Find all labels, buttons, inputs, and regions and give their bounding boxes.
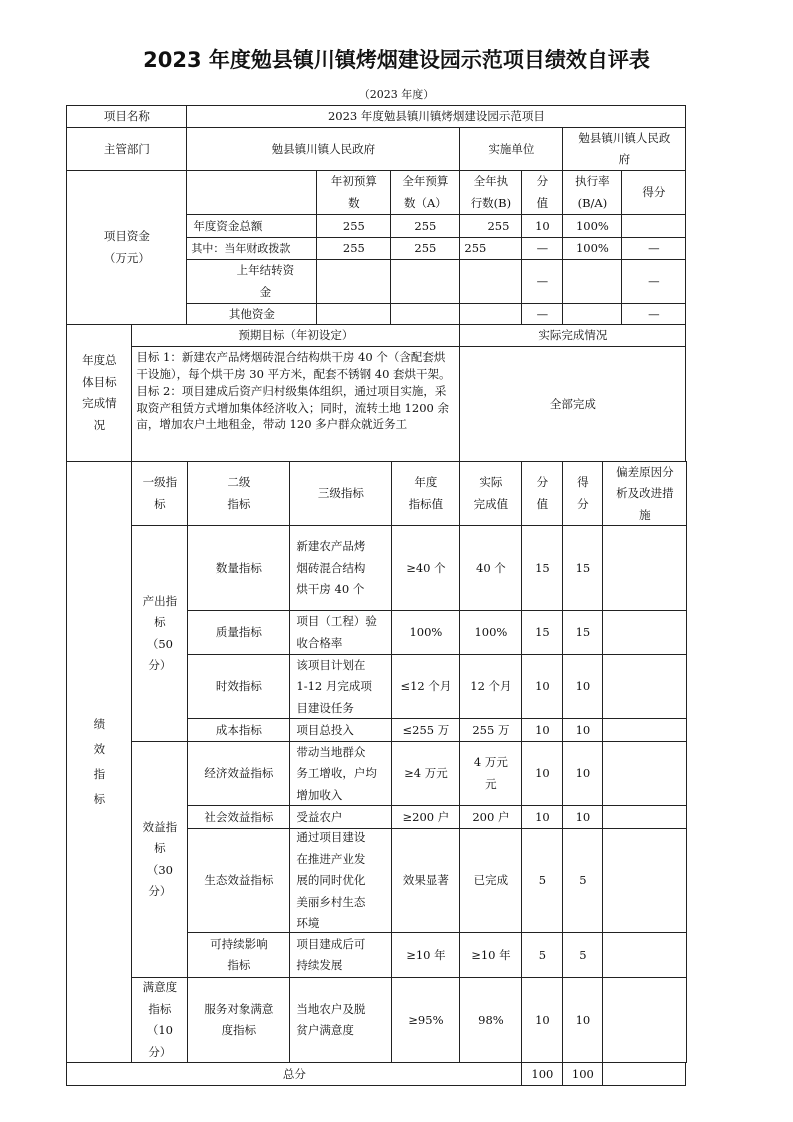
total-score: 100: [562, 1062, 603, 1086]
funds-row-initial: 255: [316, 214, 391, 238]
funds-row-name: 其他资金: [186, 303, 317, 325]
group-name: 效益指 标 （30 分）: [131, 741, 188, 978]
indicator-score: 10: [562, 654, 603, 719]
header-weight: 分 值: [521, 461, 563, 526]
indicator-level3: 受益农户: [289, 805, 392, 829]
header-level2: 二级 指标: [187, 461, 290, 526]
indicator-note: [602, 718, 687, 742]
header-target: 年度 指标值: [391, 461, 460, 526]
funds-row-annual: [390, 259, 460, 304]
indicator-level3: 该项目计划在 1-12 月完成项 目建设任务: [289, 654, 392, 719]
funds-row-rate: 100%: [562, 214, 622, 238]
indicator-note: [602, 828, 687, 933]
funds-row-score: —: [621, 237, 686, 260]
funds-row-rate: [562, 303, 622, 325]
indicator-target: ≥4 万元: [391, 741, 460, 806]
total-note: [602, 1062, 686, 1086]
indicator-actual: 已完成: [459, 828, 522, 933]
indicator-note: [602, 610, 687, 655]
header-score: 得 分: [562, 461, 603, 526]
indicator-level2: 成本指标: [187, 718, 290, 742]
project-name-label: 项目名称: [66, 105, 187, 128]
indicator-level2: 生态效益指标: [187, 828, 290, 933]
indicator-actual: 98%: [459, 977, 522, 1063]
indicator-actual: 100%: [459, 610, 522, 655]
indicator-target: ≥10 年: [391, 932, 460, 978]
indicator-score: 15: [562, 610, 603, 655]
indicator-target: ≥200 户: [391, 805, 460, 829]
goals-label: 年度总 体目标 完成情 况: [66, 324, 132, 462]
indicator-level3: 项目建成后可 持续发展: [289, 932, 392, 978]
indicator-note: [602, 977, 687, 1063]
funds-row-rate: 100%: [562, 237, 622, 260]
indicator-note: [602, 525, 687, 611]
indicator-target: ≤255 万: [391, 718, 460, 742]
indicator-level3: 带动当地群众 务工增收，户均 增加收入: [289, 741, 392, 806]
indicator-target: 效果显著: [391, 828, 460, 933]
indicator-weight: 5: [521, 932, 563, 978]
indicator-note: [602, 805, 687, 829]
indicator-score: 5: [562, 932, 603, 978]
indicator-actual: 12 个月: [459, 654, 522, 719]
indicator-weight: 10: [521, 805, 563, 829]
indicator-weight: 10: [521, 654, 563, 719]
funds-row-rate: [562, 259, 622, 304]
funds-label: 项目资金 （万元）: [66, 170, 187, 325]
indicator-weight: 10: [521, 741, 563, 806]
indicator-level3: 项目总投入: [289, 718, 392, 742]
header-note: 偏差原因分 析及改进措 施: [602, 461, 687, 526]
funds-row-initial: 255: [316, 237, 391, 260]
funds-row-weight: —: [521, 303, 563, 325]
goals-actual-text: 全部完成: [459, 346, 686, 462]
header-level1: 一级指 标: [131, 461, 188, 526]
indicator-level3: 项目（工程）验 收合格率: [289, 610, 392, 655]
funds-row-executed: 255: [459, 214, 522, 238]
group-name: 产出指 标 （50 分）: [131, 525, 188, 742]
indicator-weight: 5: [521, 828, 563, 933]
indicator-weight: 15: [521, 525, 563, 611]
indicator-level3: 当地农户及脱 贫户满意度: [289, 977, 392, 1063]
indicator-weight: 15: [521, 610, 563, 655]
dept-value: 勉县镇川镇人民政府: [186, 127, 460, 171]
funds-header-annual: 全年预算 数（A）: [390, 170, 460, 215]
funds-row-executed: 255: [459, 237, 522, 260]
impl-value: 勉县镇川镇人民政 府: [562, 127, 686, 171]
indicator-actual: 4 万元 元: [459, 741, 522, 806]
indicator-note: [602, 741, 687, 806]
indicator-target: ≥95%: [391, 977, 460, 1063]
indicator-target: 100%: [391, 610, 460, 655]
indicator-level3: 通过项目建设 在推进产业发 展的同时优化 美丽乡村生态 环境: [289, 828, 392, 933]
indicator-target: ≥40 个: [391, 525, 460, 611]
indicator-score: 10: [562, 741, 603, 806]
indicator-note: [602, 654, 687, 719]
total-weight: 100: [521, 1062, 563, 1086]
funds-row-name: 年度资金总额: [186, 214, 317, 238]
goals-expected-header: 预期目标（年初设定）: [131, 324, 460, 347]
indicator-weight: 10: [521, 977, 563, 1063]
indicator-actual: 40 个: [459, 525, 522, 611]
indicator-actual: ≥10 年: [459, 932, 522, 978]
funds-header-executed: 全年执 行数(B): [459, 170, 522, 215]
impl-label: 实施单位: [459, 127, 563, 171]
funds-header-initial: 年初预算 数: [316, 170, 391, 215]
funds-header-score: 得分: [621, 170, 686, 215]
indicator-level3: 新建农产品烤 烟砖混合结构 烘干房 40 个: [289, 525, 392, 611]
indicator-level2: 数量指标: [187, 525, 290, 611]
funds-row-executed: [459, 303, 522, 325]
total-label: 总分: [66, 1062, 522, 1086]
indicator-level2: 经济效益指标: [187, 741, 290, 806]
page-subtitle: （2023 年度）: [358, 88, 435, 101]
funds-row-score: —: [621, 303, 686, 325]
indicator-weight: 10: [521, 718, 563, 742]
indicator-score: 10: [562, 977, 603, 1063]
funds-row-score: —: [621, 259, 686, 304]
indicator-score: 10: [562, 805, 603, 829]
goals-actual-header: 实际完成情况: [459, 324, 686, 347]
funds-header-weight: 分 值: [521, 170, 563, 215]
project-name-value: 2023 年度勉县镇川镇烤烟建设园示范项目: [186, 105, 686, 128]
header-level3: 三级指标: [289, 461, 392, 526]
funds-row-initial: [316, 303, 391, 325]
goals-expected-text: 目标 1：新建农产品烤烟砖混合结构烘干房 40 个（含配套烘干设施），每个烘干房 30 平方米，配套不锈钢 40 套烘干架。 目标 2：项目建成后资产归村级集体组织，通过项目实施，采取资产租赁方式增加集体经济收入；同时，流转土地 1200 余亩，增加农户土地租金，带动 120 多户群众就近务工: [131, 346, 460, 462]
funds-row-name: 其中：当年财政拨款: [186, 237, 317, 260]
indicator-level2: 可持续影响 指标: [187, 932, 290, 978]
indicator-score: 10: [562, 718, 603, 742]
funds-header-rate: 执行率 (B/A): [562, 170, 622, 215]
funds-row-weight: —: [521, 259, 563, 304]
funds-row-executed: [459, 259, 522, 304]
page-title: 2023 年度勉县镇川镇烤烟建设园示范项目绩效自评表: [143, 48, 650, 72]
indicator-note: [602, 932, 687, 978]
performance-label: 绩 效 指 标: [66, 461, 132, 1063]
funds-row-weight: —: [521, 237, 563, 260]
funds-row-score: [621, 214, 686, 238]
indicator-level2: 服务对象满意 度指标: [187, 977, 290, 1063]
indicator-level2: 社会效益指标: [187, 805, 290, 829]
funds-row-annual: 255: [390, 237, 460, 260]
funds-row-annual: [390, 303, 460, 325]
group-name: 满意度 指标 （10 分）: [131, 977, 188, 1063]
header-actual: 实际 完成值: [459, 461, 522, 526]
indicator-score: 15: [562, 525, 603, 611]
indicator-level2: 质量指标: [187, 610, 290, 655]
funds-header-blank: [186, 170, 317, 215]
funds-row-name: 上年结转资 金: [186, 259, 317, 304]
indicator-score: 5: [562, 828, 603, 933]
dept-label: 主管部门: [66, 127, 187, 171]
indicator-actual: 200 户: [459, 805, 522, 829]
funds-row-annual: 255: [390, 214, 460, 238]
indicator-level2: 时效指标: [187, 654, 290, 719]
funds-row-weight: 10: [521, 214, 563, 238]
funds-row-initial: [316, 259, 391, 304]
indicator-actual: 255 万: [459, 718, 522, 742]
indicator-target: ≤12 个月: [391, 654, 460, 719]
